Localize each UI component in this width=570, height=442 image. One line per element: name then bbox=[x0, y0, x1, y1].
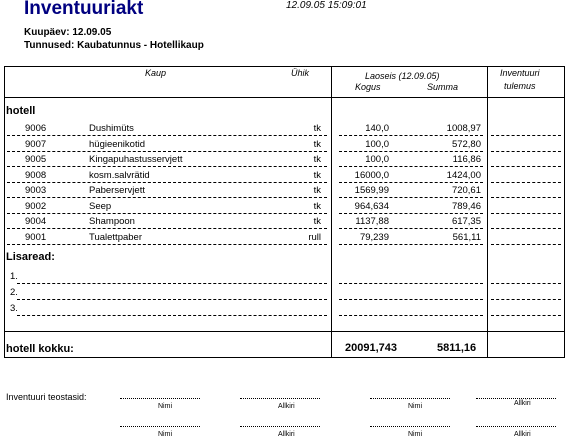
col-kogus: Kogus bbox=[355, 82, 381, 92]
row-dash-line bbox=[491, 244, 561, 245]
signature-line bbox=[120, 398, 200, 399]
col-inventuuri: Inventuuri bbox=[500, 68, 540, 78]
item-name: Kingapuhastusservjett bbox=[89, 154, 183, 165]
footer-label: Inventuuri teostasid: bbox=[6, 392, 87, 402]
item-code: 9008 bbox=[25, 169, 47, 181]
extra-dash-line bbox=[491, 283, 561, 284]
item-sum: 561,11 bbox=[452, 231, 481, 243]
row-dash-line bbox=[491, 197, 561, 198]
item-unit: rull bbox=[308, 231, 321, 243]
row-dash-line bbox=[7, 244, 327, 245]
item-code: 9006 bbox=[25, 123, 47, 134]
signature-line bbox=[476, 398, 556, 399]
extra-title: Lisaread: bbox=[6, 251, 55, 263]
signature-line bbox=[476, 426, 556, 427]
total-label: hotell kokku: bbox=[6, 343, 74, 355]
item-qty: 16000,0 bbox=[354, 169, 389, 181]
col-kaup: Kaup bbox=[145, 68, 167, 78]
col-laoseis: Laoseis (12.09.05) bbox=[365, 71, 440, 81]
row-dash-line bbox=[339, 197, 483, 198]
extra-dash-line bbox=[17, 299, 327, 300]
signature-line bbox=[370, 426, 450, 427]
item-code: 9007 bbox=[25, 138, 47, 150]
row-dash-line bbox=[7, 182, 327, 183]
item-unit: tk bbox=[313, 185, 321, 196]
attributes-line: Tunnused: Kaubatunnus - Hotellikaup bbox=[24, 40, 204, 51]
row-dash-line bbox=[339, 228, 483, 229]
signature-line bbox=[120, 426, 200, 427]
item-sum: 617,35 bbox=[451, 216, 481, 227]
header-divider bbox=[5, 97, 564, 98]
total-qty: 20091,743 bbox=[345, 342, 397, 354]
item-sum: 1008,97 bbox=[446, 123, 481, 134]
item-code: 9002 bbox=[25, 200, 47, 212]
item-qty: 1137,88 bbox=[355, 216, 389, 227]
item-sum: 572,80 bbox=[451, 138, 481, 150]
row-dash-line bbox=[491, 182, 561, 183]
nimi-caption: Nimi bbox=[408, 431, 422, 438]
row-dash-line bbox=[7, 151, 327, 152]
item-unit: tk bbox=[313, 200, 321, 212]
col-divider bbox=[487, 67, 488, 357]
item-code: 9003 bbox=[25, 185, 47, 196]
extra-dash-line bbox=[17, 315, 327, 316]
item-name: hügieenikotid bbox=[89, 138, 145, 150]
total-sum: 5811,16 bbox=[437, 342, 477, 354]
row-dash-line bbox=[339, 244, 483, 245]
item-sum: 720,61 bbox=[451, 185, 481, 196]
signature-line bbox=[370, 398, 450, 399]
item-name: Shampoon bbox=[89, 216, 135, 227]
item-unit: tk bbox=[313, 169, 321, 181]
extra-dash-line bbox=[491, 315, 561, 316]
signature-line bbox=[240, 398, 320, 399]
extra-dash-line bbox=[339, 315, 483, 316]
row-dash-line bbox=[7, 213, 327, 214]
item-name: kosm.salvrätid bbox=[89, 169, 150, 181]
item-qty: 100,0 bbox=[365, 138, 389, 150]
item-name: Paberservjett bbox=[89, 185, 145, 196]
row-dash-line bbox=[7, 135, 327, 136]
row-dash-line bbox=[491, 228, 561, 229]
item-name: Seep bbox=[89, 200, 112, 212]
item-sum: 116,86 bbox=[452, 154, 481, 165]
inventory-table bbox=[4, 66, 565, 358]
row-dash-line bbox=[339, 151, 483, 152]
extra-row-label: 3. bbox=[10, 303, 18, 314]
col-divider bbox=[331, 67, 332, 357]
item-qty: 100,0 bbox=[365, 154, 389, 165]
row-dash-line bbox=[7, 228, 327, 229]
extra-dash-line bbox=[17, 283, 327, 284]
allkiri-caption: Allkiri bbox=[514, 400, 531, 407]
item-name: Dushimüts bbox=[89, 123, 134, 134]
col-tulemus: tulemus bbox=[504, 81, 536, 91]
item-sum: 789,46 bbox=[451, 200, 481, 212]
row-dash-line bbox=[491, 151, 561, 152]
nimi-caption: Nimi bbox=[158, 403, 172, 410]
row-dash-line bbox=[339, 182, 483, 183]
row-dash-line bbox=[339, 166, 483, 167]
extra-row-label: 2. bbox=[10, 287, 18, 298]
extra-dash-line bbox=[491, 299, 561, 300]
row-dash-line bbox=[491, 135, 561, 136]
row-dash-line bbox=[491, 166, 561, 167]
nimi-caption: Nimi bbox=[158, 431, 172, 438]
row-dash-line bbox=[7, 166, 327, 167]
item-sum: 1424,00 bbox=[446, 169, 481, 181]
item-code: 9001 bbox=[25, 231, 47, 243]
nimi-caption: Nimi bbox=[408, 403, 422, 410]
allkiri-caption: Allkiri bbox=[514, 431, 531, 438]
timestamp: 12.09.05 15:09:01 bbox=[286, 0, 367, 11]
row-dash-line bbox=[339, 213, 483, 214]
item-code: 9004 bbox=[25, 216, 47, 227]
item-qty: 79,239 bbox=[359, 231, 389, 243]
row-dash-line bbox=[7, 197, 327, 198]
item-code: 9005 bbox=[25, 154, 47, 165]
item-name: Tualettpaber bbox=[89, 231, 142, 243]
item-qty: 1569,99 bbox=[354, 185, 389, 196]
total-divider bbox=[5, 331, 564, 332]
extra-row-label: 1. bbox=[10, 271, 18, 282]
allkiri-caption: Allkiri bbox=[278, 403, 295, 410]
row-dash-line bbox=[339, 135, 483, 136]
row-dash-line bbox=[491, 213, 561, 214]
extra-dash-line bbox=[339, 299, 483, 300]
signature-line bbox=[240, 426, 320, 427]
document-title: Inventuuriakt bbox=[24, 0, 144, 19]
extra-dash-line bbox=[339, 283, 483, 284]
col-summa: Summa bbox=[427, 82, 459, 92]
col-uhik: Ühik bbox=[291, 68, 310, 78]
item-unit: tk bbox=[313, 138, 321, 150]
item-qty: 140,0 bbox=[365, 123, 389, 134]
date-line: Kuupäev: 12.09.05 bbox=[24, 27, 112, 38]
allkiri-caption: Allkiri bbox=[278, 431, 295, 438]
group-label: hotell bbox=[6, 105, 36, 117]
item-unit: tk bbox=[313, 154, 321, 165]
item-unit: tk bbox=[313, 216, 321, 227]
item-qty: 964,634 bbox=[354, 200, 389, 212]
item-unit: tk bbox=[313, 123, 321, 134]
